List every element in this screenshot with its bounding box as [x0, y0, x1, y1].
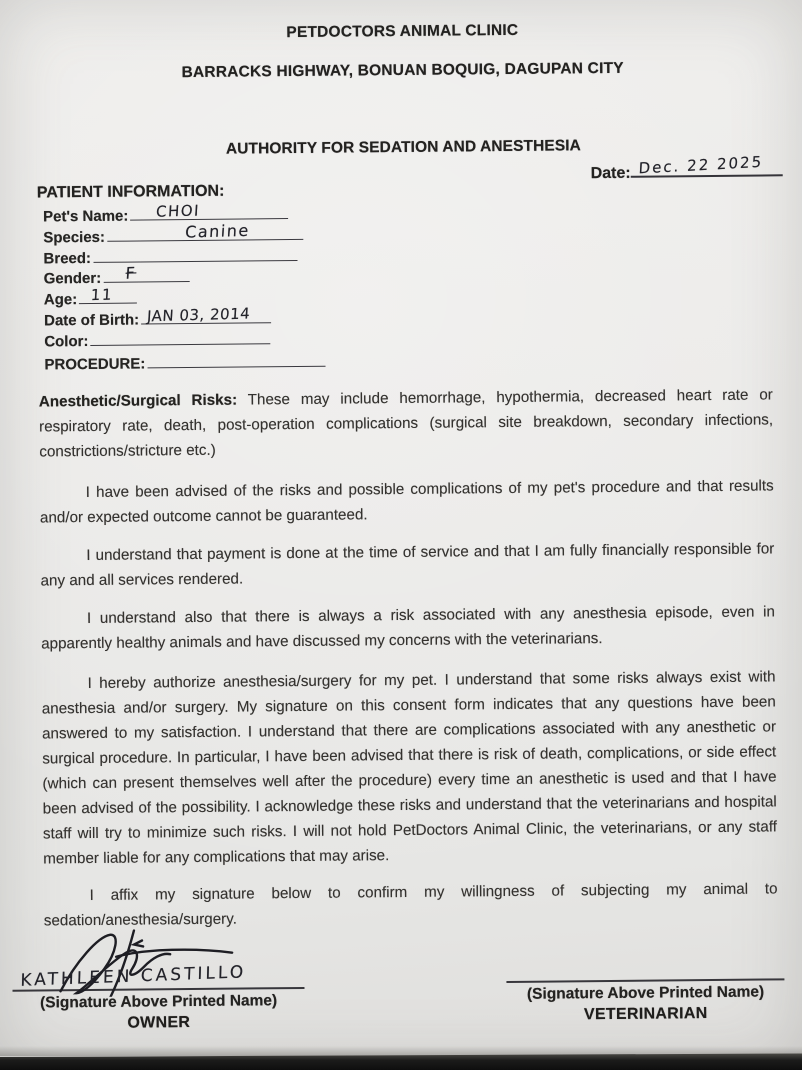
patient-fields [43, 198, 773, 373]
field-label: Date of Birth: [43, 311, 140, 330]
advised-paragraph: I have been advised of the risks and possible complications of my pet's procedure and that results and/or expected outcome cannot be guaranteed. [39, 477, 774, 527]
veterinarian-signature-block [506, 935, 785, 1026]
signature-section [20, 935, 779, 1048]
field-handwritten-value: CHOI [155, 201, 201, 221]
owner-signature-caption: (Signature Above Printed Name) [39, 992, 278, 1012]
date-field [590, 152, 783, 183]
field-label: Pet's Name: [42, 207, 129, 226]
clinic-name: PETDOCTORS ANIMAL CLINIC [286, 21, 519, 42]
risks-text: These may include hemorrhage, hypothermia, decreased heart rate or respiratory rate, death, post-operation complications (surgical site breakdown, secondary infections, constrictions/stricture etc.) [39, 386, 774, 461]
field-underline [79, 285, 137, 305]
field-underline [107, 220, 303, 242]
veterinarian-signature-caption: (Signature Above Printed Name) [526, 983, 765, 1004]
clinic-address: BARRACKS HIGHWAY, BONUAN BOQUIG, DAGUPAN CITY [181, 59, 624, 82]
payment-paragraph: I understand that payment is done at the time of service and that I am fully financially responsible for any and all services rendered. [40, 540, 775, 590]
field-underline [90, 328, 270, 346]
field-handwritten-value: Canine [184, 220, 251, 242]
date-underline [631, 152, 783, 178]
owner-printed-name: KATHLEEN CASTILLO [20, 962, 247, 992]
veterinarian-signature-line [506, 979, 784, 984]
field-label: Gender: [43, 270, 102, 288]
date-handwritten-value: Dec. 22 2025 [638, 152, 764, 178]
field-handwritten-value: F [124, 263, 137, 284]
field-label: Color: [44, 332, 89, 351]
field-label: Species: [43, 228, 106, 247]
field-label: PROCEDURE: [44, 355, 146, 373]
owner-signature-line [12, 962, 304, 992]
veterinarian-role-label: VETERINARIAN [583, 1005, 708, 1024]
field-underline [130, 203, 288, 221]
risk-paragraph: I understand also that there is always a risk associated with any anesthesia episode, even in apparently healthy animals and have discussed my concerns with the veterinarians. [41, 603, 775, 653]
field-label: Age: [43, 291, 78, 309]
affix-paragraph: I affix my signature below to confirm my willingness of subjecting my animal to sedation/anesthesia/surgery. [43, 880, 778, 930]
owner-signature-block [12, 939, 305, 1034]
field-handwritten-value: 11 [90, 285, 114, 305]
field-handwritten-value: JAN 03, 2014 [146, 304, 251, 326]
patient-information-heading: PATIENT INFORMATION: [36, 182, 225, 202]
field-underline [147, 350, 325, 368]
authorize-paragraph: I hereby authorize anesthesia/surgery for my pet. I understand that some risks always exist with anesthesia and/or surgery. My signature on this consent form indicates that any questions have been answered to my satisfaction. I understand that there are complications associated with any anesthetic or surgical procedure. In particular, I have been advised that there is risk of death, complications, or side effect (which can present themselves well after the procedure) every time an anesthetic is used and that I have been advised of the possibility. I acknowledge these risks and understand that the veterinarians and hospital staff will try to minimize such risks. I will not hold PetDoctors Animal Clinic, the veterinarians, or any staff member liable for any complications that may arise. [41, 668, 778, 868]
field-procedure [44, 346, 772, 374]
consent-body [39, 383, 778, 934]
field-underline [141, 304, 271, 326]
date-label: Date: [590, 164, 631, 183]
field-underline [93, 245, 297, 263]
risks-paragraph [39, 383, 774, 465]
field-underline [103, 263, 189, 284]
form-title: AUTHORITY FOR SEDATION AND ANESTHESIA [225, 137, 582, 158]
risks-lead: Anesthetic/Surgical Risks: [38, 391, 238, 411]
field-label: Breed: [43, 249, 92, 268]
owner-role-label: OWNER [127, 1014, 191, 1033]
